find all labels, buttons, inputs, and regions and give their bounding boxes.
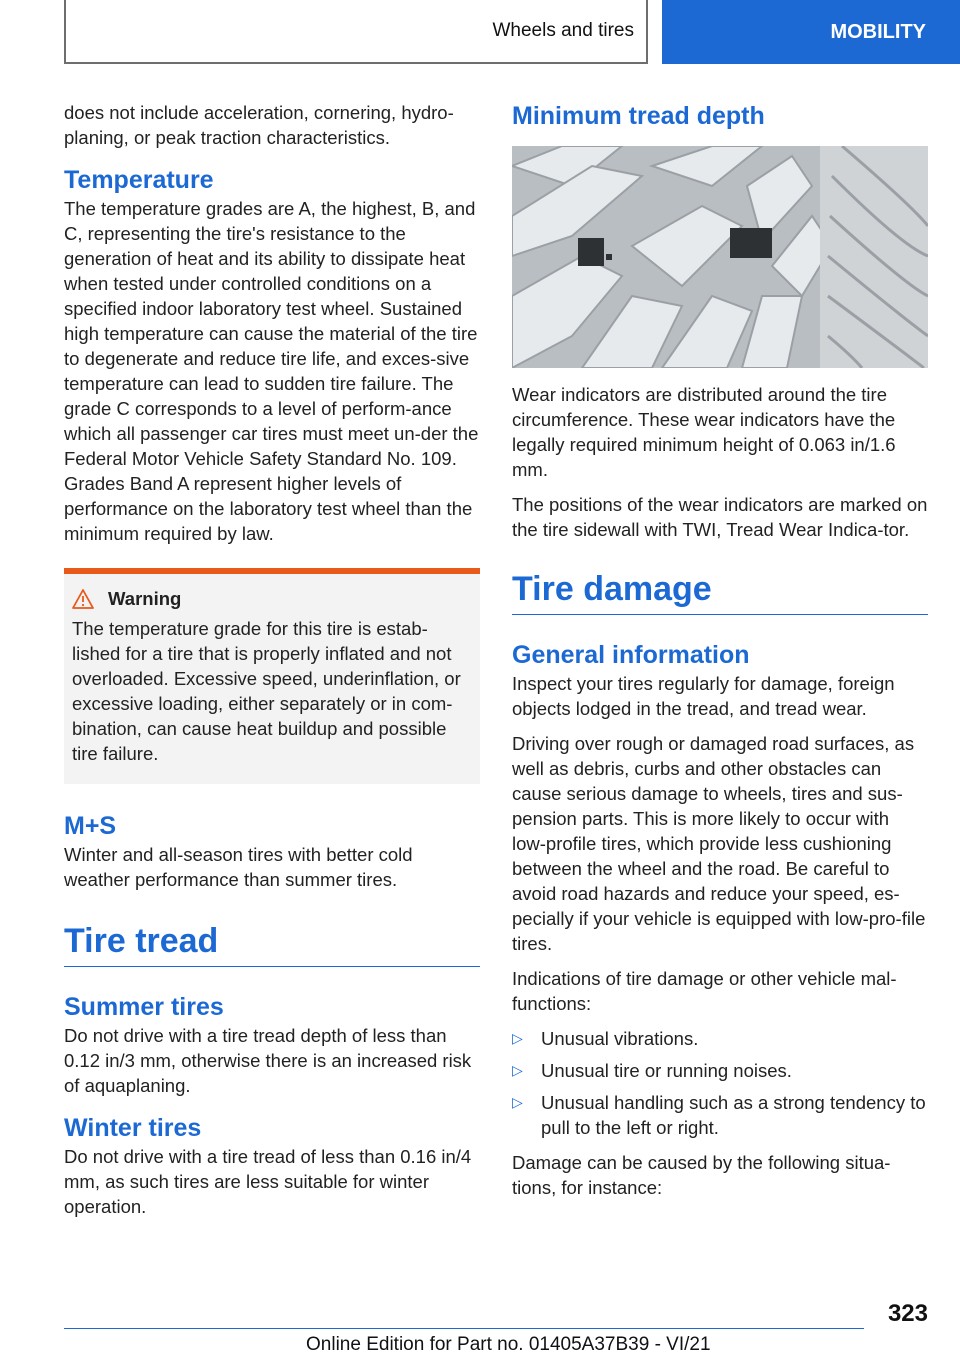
warning-paragraph: The temperature grade for this tire is estab-lished for a tire that is properly inflated and not overloaded. Excessive speed, underinflation, or excessive loading, either separately or in com-bination, can cause heat buildup and possible tire failure.	[72, 618, 461, 764]
list-item-text: Unusual vibrations.	[541, 1028, 699, 1049]
twi-paragraph: The positions of the wear indicators are marked on the tire sidewall with TWI, Tread Wear Indica-tor.	[512, 494, 928, 540]
header-section-title: Wheels and tires	[64, 0, 648, 64]
warning-triangle-icon	[72, 589, 94, 609]
minimum-tread-heading: Minimum tread depth	[512, 102, 765, 130]
temperature-heading: Temperature	[64, 166, 214, 194]
left-column	[64, 100, 480, 1229]
right-column	[512, 100, 928, 1210]
header-chapter-tab[interactable]: MOBILITY	[662, 0, 960, 64]
page-number: 323	[887, 1300, 928, 1327]
list-item-text: Unusual handling such as a strong tendency to pull to the left or right.	[541, 1092, 926, 1138]
warning-title: Warning	[108, 588, 182, 609]
ms-heading: M+S	[64, 812, 117, 840]
indications-list	[512, 1026, 928, 1140]
tire-damage-heading: Tire damage	[512, 566, 928, 615]
triangle-bullet-icon: ▷	[512, 1094, 523, 1110]
intro-paragraph: does not include acceleration, cornering, hydro-planing, or peak traction characteristics.	[64, 102, 454, 148]
inspect-paragraph: Inspect your tires regularly for damage, foreign objects lodged in the tread, and tread wear.	[512, 673, 895, 719]
list-item-text: Unusual tire or running noises.	[541, 1060, 792, 1081]
triangle-bullet-icon: ▷	[512, 1062, 523, 1078]
list-item	[512, 1058, 928, 1083]
wear-indicators-paragraph: Wear indicators are distributed around the tire circumference. These wear indicators have the legally required minimum height of 0.063 in/1.6 mm.	[512, 384, 896, 480]
tire-tread-heading: Tire tread	[64, 918, 480, 967]
summer-tires-paragraph: Do not drive with a tire tread depth of less than 0.12 in/3 mm, otherwise there is an increased risk of aquaplaning.	[64, 1025, 472, 1096]
summer-tires-heading: Summer tires	[64, 993, 224, 1021]
temperature-paragraph: The temperature grades are A, the highest, B, and C, representing the tire's resistance to the generation of heat and its ability to dissipate heat when tested under controlled conditions on a specified indoor laboratory test wheel. Sustained high temperature can cause the material of the tire to degenerate and reduce tire life, and exces-sive temperature can lead to sudden tire failure. The grade C corresponds to a level of perform-ance which all passenger car tires must meet un-der the Federal Motor Vehicle Safety Standard No. 109. Grades Band A represent higher levels of performance on the laboratory test wheel than the minimum required by law.	[64, 198, 479, 544]
footer-edition: Online Edition for Part no. 01405A37B39 - VI/21	[306, 1334, 711, 1355]
warning-header	[72, 588, 472, 610]
winter-tires-heading: Winter tires	[64, 1114, 202, 1142]
warning-box	[64, 568, 480, 784]
damage-situations-paragraph: Damage can be caused by the following situa-tions, for instance:	[512, 1152, 891, 1198]
general-information-heading: General information	[512, 641, 750, 669]
tire-tread-illustration	[512, 146, 928, 368]
ms-paragraph: Winter and all-season tires with better cold weather performance than summer tires.	[64, 844, 413, 890]
triangle-bullet-icon: ▷	[512, 1030, 523, 1046]
list-item	[512, 1026, 928, 1051]
indications-paragraph: Indications of tire damage or other vehicle mal-functions:	[512, 968, 897, 1014]
winter-tires-paragraph: Do not drive with a tire tread of less than 0.16 in/4 mm, as such tires are less suitable for winter operation.	[64, 1146, 472, 1217]
driving-damage-paragraph: Driving over rough or damaged road surfaces, as well as debris, curbs and other obstacles can cause serious damage to wheels, tires and sus-pension parts. This is more likely to occur with low-profile tires, which provide less cushioning between the wheel and the road. Be careful to avoid road hazards and reduce your speed, es-pecially if your vehicle is equipped with low-pro-file tires.	[512, 733, 926, 954]
footer-divider	[64, 1328, 864, 1329]
list-item	[512, 1090, 928, 1140]
